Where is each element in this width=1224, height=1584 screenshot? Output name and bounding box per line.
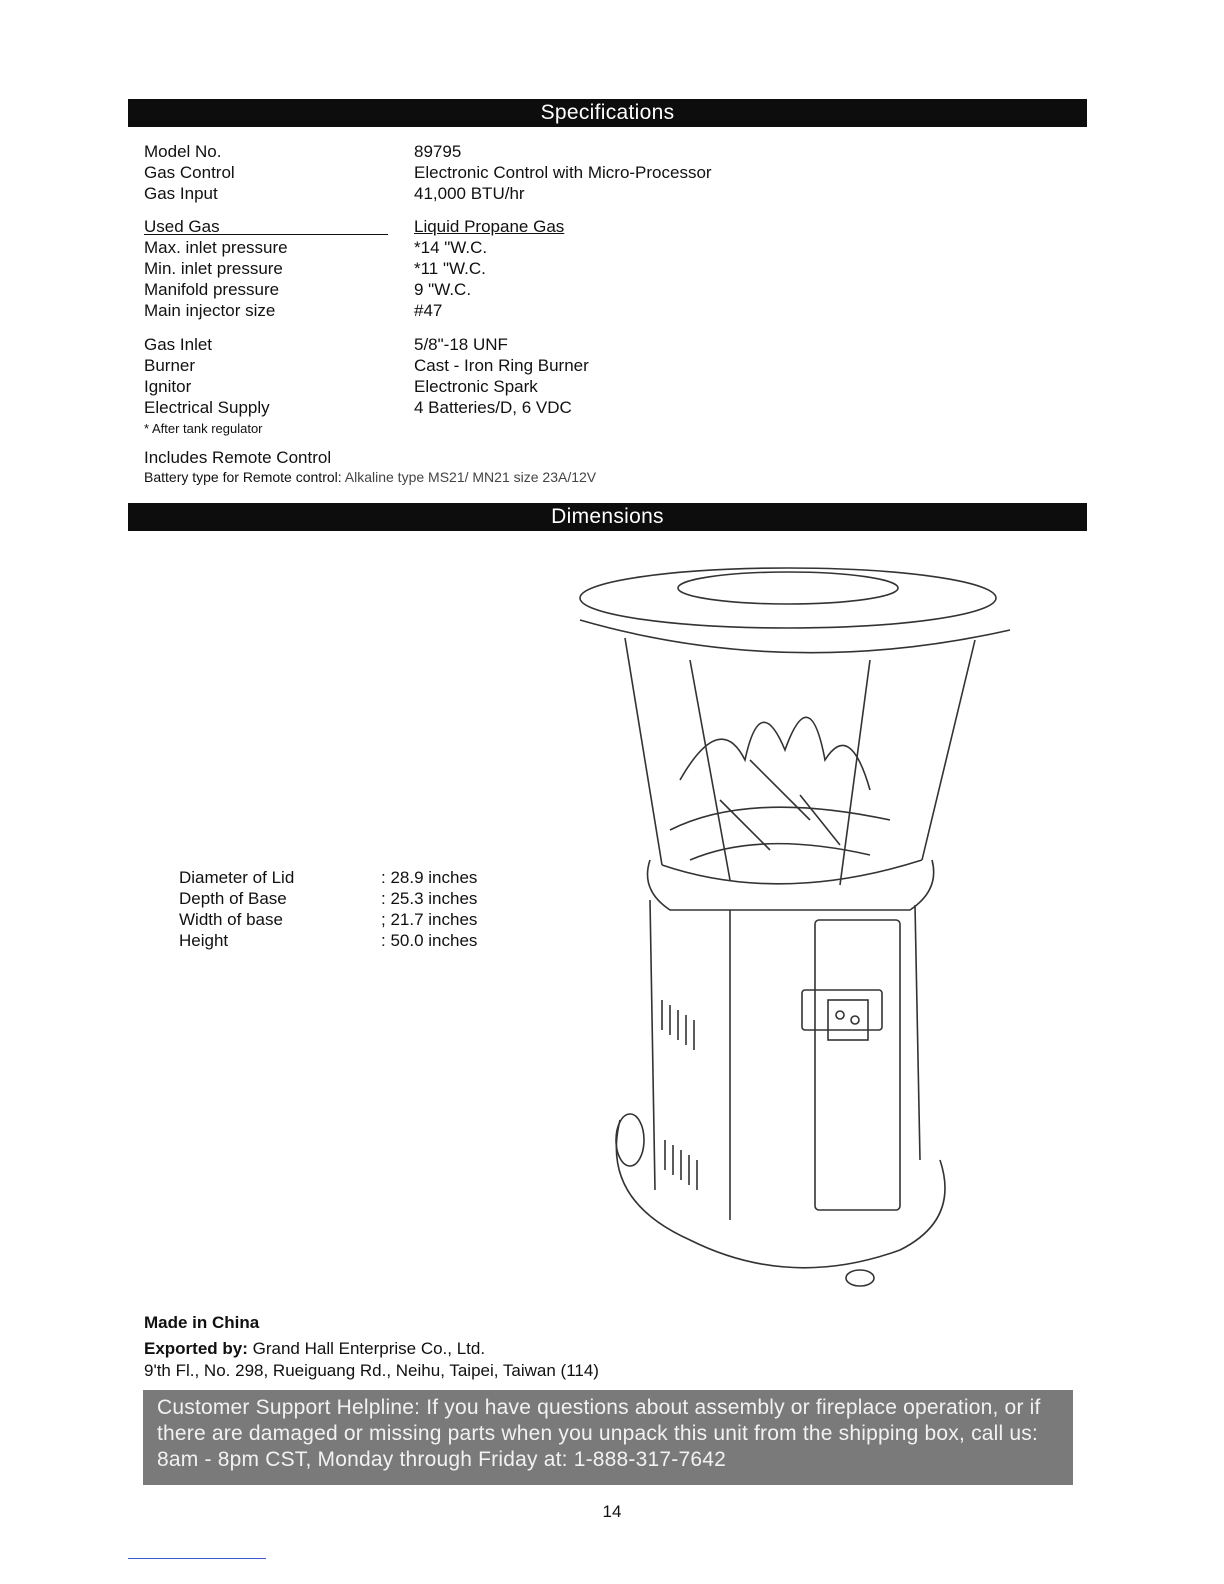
battery-note: [144, 467, 596, 488]
dim-value-width: ; 21.7 inches: [381, 910, 478, 929]
spec-value-electrical: 4 Batteries/D, 6 VDC: [414, 398, 572, 417]
battery-note-label: Battery type for Remote control:: [144, 469, 342, 485]
lid-inner: [678, 572, 898, 604]
helpline-line-2: there are damaged or missing parts when you unpack this unit from the shipping box, call us:: [157, 1422, 1039, 1445]
specifications-header: Specifications: [128, 99, 1087, 127]
remote-control-label: Includes Remote Control: [144, 448, 332, 467]
spec-value-gas-input: 41,000 BTU/hr: [414, 184, 525, 203]
made-in-china: Made in China: [144, 1313, 260, 1332]
dim-label-width: Width of base: [179, 910, 283, 929]
lid-outer: [580, 568, 996, 628]
exported-by: [144, 1338, 485, 1359]
spec-value-ignitor: Electronic Spark: [414, 377, 538, 396]
dim-value-lid: : 28.9 inches: [381, 868, 478, 887]
spec-label-gas-control: Gas Control: [144, 163, 235, 182]
base-left-edge: [650, 900, 655, 1190]
log-top: [670, 807, 890, 830]
spec-value-manifold: 9 "W.C.: [414, 280, 472, 299]
housing-right-post: [922, 640, 975, 860]
spec-value-gas-inlet: 5/8"-18 UNF: [414, 335, 508, 354]
base-right-edge: [915, 905, 920, 1160]
spec-label-injector: Main injector size: [144, 301, 276, 320]
base-door: [815, 920, 900, 1210]
spec-value-injector: #47: [414, 301, 443, 320]
spec-label-max-inlet: Max. inlet pressure: [144, 238, 288, 257]
spec-label-electrical: Electrical Supply: [144, 398, 270, 417]
handle-bar: [802, 990, 882, 1030]
exported-by-label: Exported by:: [144, 1339, 248, 1358]
battery-note-value: Alkaline type MS21/ MN21 size 23A/12V: [344, 469, 597, 485]
control-knob-2: [851, 1016, 859, 1024]
log-detail: [720, 760, 840, 850]
customer-support-helpline: [143, 1390, 1073, 1485]
spec-value-min-inlet: *11 "W.C.: [414, 259, 486, 278]
base-collar: [648, 860, 934, 910]
fireplace-illustration: [570, 560, 1030, 1300]
spec-value-max-inlet: *14 "W.C.: [414, 238, 488, 257]
spec-label-used-gas: Used Gas: [144, 217, 220, 236]
helpline-line-1: Customer Support Helpline: If you have questions about assembly or fireplace operation, or if: [157, 1396, 1041, 1419]
caster: [846, 1270, 874, 1286]
vents-lower: [665, 1140, 697, 1190]
housing-front-left-post: [690, 660, 730, 880]
spec-value-used-gas: Liquid Propane Gas: [414, 217, 565, 236]
spec-value-gas-control: Electronic Control with Micro-Processor: [414, 163, 712, 182]
housing-bottom: [662, 860, 922, 884]
dim-value-height: : 50.0 inches: [381, 931, 478, 950]
used-gas-underline: [144, 234, 388, 235]
spec-label-gas-input: Gas Input: [144, 184, 218, 203]
footer-rule: [128, 1558, 266, 1559]
spec-label-gas-inlet: Gas Inlet: [144, 335, 213, 354]
dim-label-lid: Diameter of Lid: [179, 868, 295, 887]
dimensions-header: Dimensions: [128, 503, 1087, 531]
spec-value-burner: Cast - Iron Ring Burner: [414, 356, 589, 375]
spec-footnote: * After tank regulator: [144, 421, 263, 436]
vents-upper: [662, 1000, 694, 1050]
dim-label-height: Height: [179, 931, 229, 950]
exporter-name: Grand Hall Enterprise Co., Ltd.: [252, 1339, 486, 1358]
spec-label-manifold: Manifold pressure: [144, 280, 280, 299]
spec-value-model: 89795: [414, 142, 462, 161]
spec-label-ignitor: Ignitor: [144, 377, 192, 396]
page-number: 14: [602, 1502, 622, 1521]
helpline-line-3: 8am - 8pm CST, Monday through Friday at: 1-888-317-7642: [157, 1448, 726, 1471]
dim-value-depth: : 25.3 inches: [381, 889, 478, 908]
control-knob-1: [836, 1011, 844, 1019]
dim-label-depth: Depth of Base: [179, 889, 287, 908]
exporter-address: 9'th Fl., No. 298, Rueiguang Rd., Neihu, Taipei, Taiwan (114): [144, 1361, 599, 1380]
control-panel: [828, 1000, 868, 1040]
flames: [680, 717, 870, 790]
spec-label-min-inlet: Min. inlet pressure: [144, 259, 283, 278]
housing-left-post: [625, 638, 662, 865]
spec-label-model: Model No.: [144, 142, 222, 161]
lid-rim: [580, 620, 1010, 653]
spec-label-burner: Burner: [144, 356, 196, 375]
